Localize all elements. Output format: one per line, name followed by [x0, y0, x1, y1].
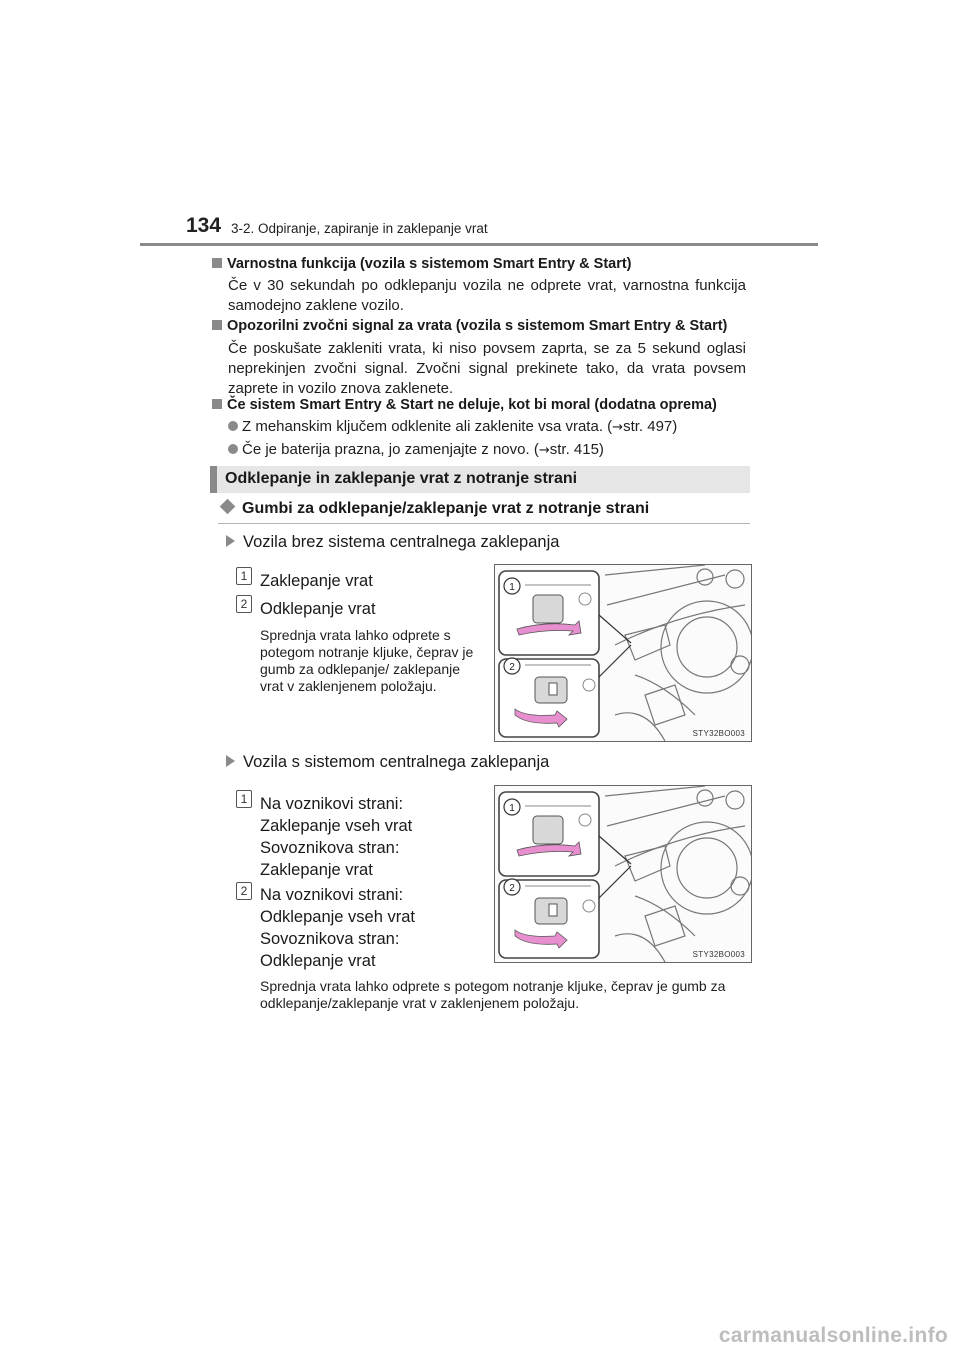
door-lock-illustration: [494, 785, 752, 963]
page-ref-arrow-icon: →: [538, 443, 550, 458]
section-heading: [210, 466, 750, 493]
step-text-block: Na voznikovi strani: Zaklepanje vseh vrat Sovoznikova stran: Zaklepanje vrat: [260, 795, 413, 879]
callout-1: 1: [509, 582, 515, 593]
figure-code: STY32BO003: [692, 950, 745, 959]
list-item: Z mehanskim ključem odklenite ali zaklenite vsa vrata. (→str. 497): [228, 417, 677, 438]
subsection-title: Gumbi za odklepanje/zaklepanje vrat z notranje strani: [242, 500, 650, 517]
page-ref-link[interactable]: str. 497): [623, 418, 678, 435]
section-title: Odklepanje in zaklepanje vrat z notranje strani: [225, 470, 578, 487]
chapter-title: 3-2. Odpiranje, zapiranje in zaklepanje vrat: [231, 221, 488, 236]
group-title: Vozila brez sistema centralnega zaklepanja: [243, 533, 560, 551]
square-bullet-icon: [212, 320, 222, 330]
page-ref-link[interactable]: str. 415): [549, 441, 604, 458]
step-number-1: 1: [236, 790, 252, 808]
callout-2: 2: [509, 662, 515, 673]
page-ref-arrow-icon: →: [612, 420, 624, 435]
step-text-block: Na voznikovi strani: Odklepanje vseh vrat Sovoznikova stran: Odklepanje vrat: [260, 886, 416, 970]
note-text: Če poskušate zakleniti vrata, ki niso povsem zaprta, se za 5 sekund oglasi neprekinjen zvočni signal. Zvočni signal prekinete tako, da vrata povsem zaprete in vozilo znova zaklenete.: [228, 340, 746, 397]
door-lock-drawing: [495, 565, 751, 741]
page-number: 134: [186, 214, 222, 237]
note-text: Če v 30 sekundah po odklepanju vozila ne odprete vrat, varnostna funkcija samodejno zaklene vozilo.: [228, 277, 746, 314]
round-bullet-icon: [228, 421, 238, 431]
step-text: Odklepanje vrat: [260, 600, 376, 618]
step-number-1: 1: [236, 567, 252, 585]
square-bullet-icon: [212, 258, 222, 268]
note-title: Če sistem Smart Entry & Start ne deluje, kot bi moral (dodatna oprema): [227, 397, 717, 413]
list-item: Če je baterija prazna, jo zamenjajte z novo. (→str. 415): [228, 440, 604, 461]
step-text: Zaklepanje vrat: [260, 572, 373, 590]
watermark: carmanualsonline.info: [718, 1324, 948, 1347]
door-lock-drawing: [495, 786, 751, 962]
step-number-2: 2: [236, 595, 252, 613]
section-accent-bar: [210, 466, 217, 493]
step-note: Sprednja vrata lahko odprete s potegom notranje kljuke, čeprav je gumb za odklepanje/ zaklepanje vrat v zaklenjenem položaju.: [260, 627, 474, 694]
group-heading-manual-lock: [226, 533, 559, 552]
note-title: Varnostna funkcija (vozila s sistemom Smart Entry & Start): [227, 256, 632, 272]
triangle-bullet-icon: [226, 535, 235, 547]
figure-code: STY32BO003: [692, 729, 745, 738]
note-title: Opozorilni zvočni signal za vrata (vozila s sistemom Smart Entry & Start): [227, 318, 728, 334]
triangle-bullet-icon: [226, 755, 235, 767]
note-heading-buzzer: [212, 318, 727, 334]
step-note: Sprednja vrata lahko odprete s potegom notranje kljuke, čeprav je gumb za odklepanje/zaklepanje vrat v zaklenjenem položaju.: [260, 978, 726, 1011]
subsection-heading: [218, 500, 649, 518]
diamond-icon: [220, 499, 236, 515]
note-heading-security: [212, 256, 632, 272]
door-lock-illustration: [494, 564, 752, 742]
callout-1: 1: [509, 803, 515, 814]
group-title: Vozila s sistemom centralnega zaklepanja: [243, 753, 550, 771]
square-bullet-icon: [212, 399, 222, 409]
step-number-2: 2: [236, 882, 252, 900]
callout-2: 2: [509, 883, 515, 894]
round-bullet-icon: [228, 444, 238, 454]
note-heading-smart-entry: [212, 397, 717, 413]
subsection-rule: [218, 523, 750, 524]
group-heading-central-lock: [226, 753, 549, 772]
header-rule: [140, 243, 818, 246]
